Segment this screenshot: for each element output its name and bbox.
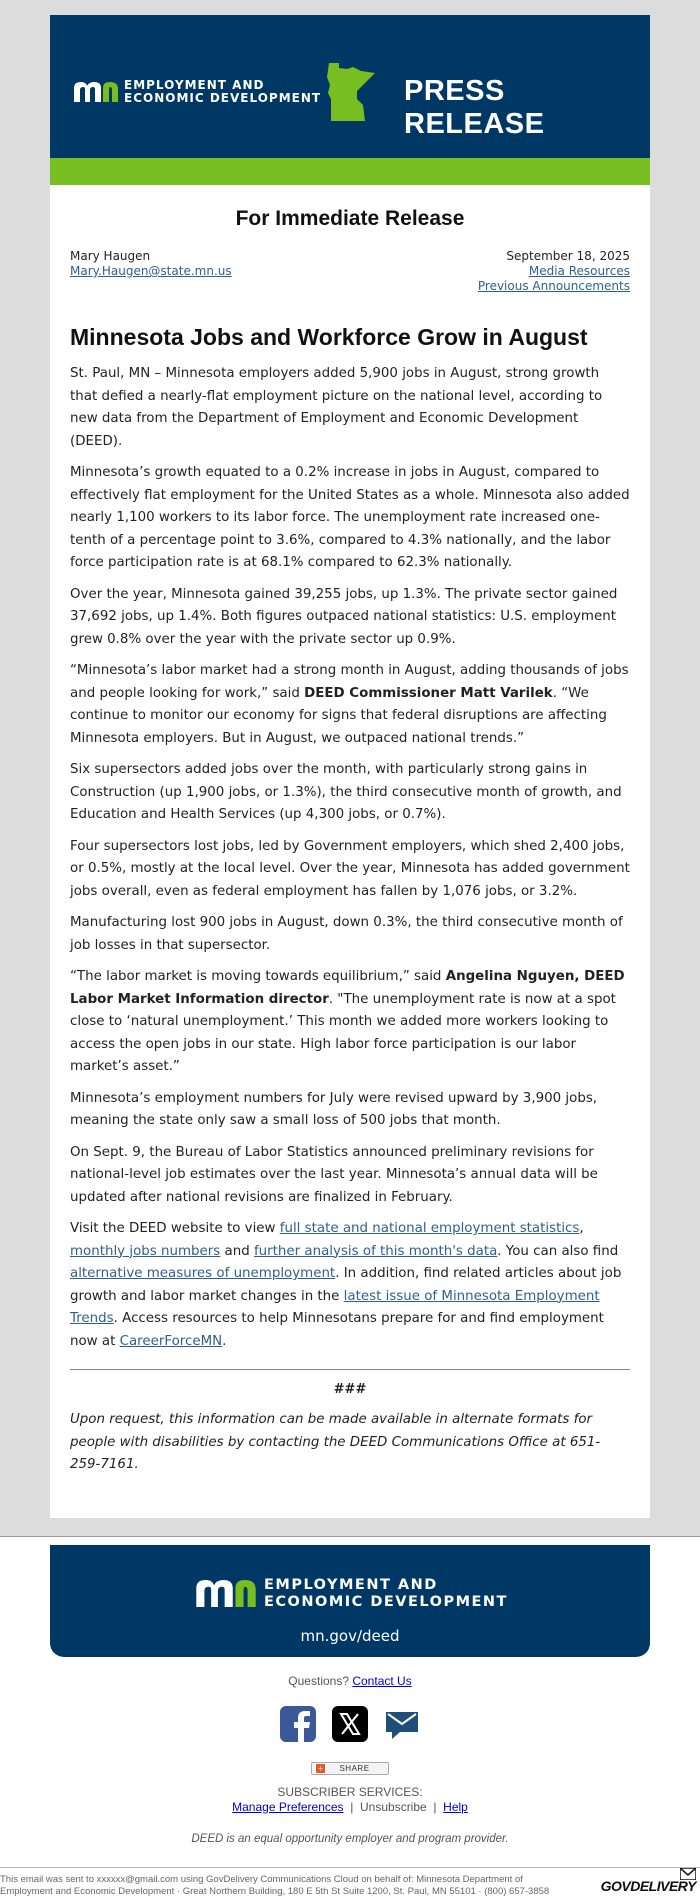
green-accent-bar: [50, 158, 650, 185]
paragraph: St. Paul, MN – Minnesota employers added 5,900 jobs in August, strong growth that defied a nearly-flat employment picture on the national level, according to new data from the Department of Employment and Economic Development (DEED).: [70, 366, 603, 449]
deed-logo: [74, 79, 321, 105]
email-icon[interactable]: [384, 1706, 420, 1742]
plus-icon: +: [318, 1763, 324, 1773]
release-content: [50, 185, 650, 1518]
header-banner: [50, 15, 650, 158]
paragraph: Six supersectors added jobs over the month, with particularly strong gains in Construction (up 1,900 jobs, or 1.3%), the third consecutive month of growth, and Education and Health Services (up 4,300 jobs, or 0.7%).: [70, 762, 622, 822]
media-resources-link[interactable]: Media Resources: [528, 264, 630, 278]
further-analysis-link[interactable]: further analysis of this month's data: [253, 1243, 498, 1259]
manage-preferences-link[interactable]: Manage Preferences: [232, 1799, 344, 1814]
immediate-release-heading: For Immediate Release: [235, 207, 465, 230]
article-title: Minnesota Jobs and Workforce Grow in August: [70, 324, 588, 350]
footer-banner: [50, 1545, 650, 1657]
sent-notice: This email was sent to xxxxxx@gmail.com using GovDelivery Communications Cloud on behalf of: Minnesota Department of Employment and Economic Development · Great Northern Building, 180 E 5th St Suite 1200, St. Paul, MN 55101 · (800) 657-3858: [0, 1873, 550, 1897]
careerforce-link[interactable]: CareerForceMN: [119, 1333, 223, 1349]
footer-url: mn.gov/deed: [300, 1626, 400, 1645]
paragraph: Four supersectors lost jobs, led by Government employers, which shed 2,400 jobs, or 0.5%, mostly at the local level. Over the year, Minnesota has added government jobs overall, even as federal employment has fallen by 1,076 jobs, or 3.2%.: [70, 838, 630, 899]
x-icon[interactable]: [332, 1706, 368, 1742]
press-release-title: PRESS RELEASE: [404, 75, 545, 140]
paragraph: Over the year, Minnesota gained 39,255 jobs, up 1.3%. The private sector gained 37,692 jobs, up 1.4%. Both figures outpaced national statistics: U.S. employment grew 0.8% over the year with the private sector up 0.9%.: [70, 586, 618, 647]
divider: [0, 1536, 700, 1537]
paragraph: Minnesota’s employment numbers for July were revised upward by 3,900 jobs, meaning the state only saw a small loss of 500 jobs that month.: [70, 1090, 598, 1128]
quote-paragraph: “The labor market is moving towards equilibrium,” said Angelina Nguyen, DEED Labor Market Information director. "The unemployment rate is now at a spot close to ‘natural unemployment.’ This month we added more workers looking to access the open jobs in our state. High labor force participation is our labor market’s asset.”: [70, 969, 625, 1074]
end-mark: ###: [333, 1382, 367, 1397]
paragraph: Manufacturing lost 900 jobs in August, down 0.3%, the third consecutive month of job losses in that supersector.: [70, 915, 623, 953]
help-link[interactable]: Help: [443, 1799, 468, 1814]
share-row: [0, 1756, 700, 1775]
divider: [70, 1369, 630, 1370]
contact-email-link[interactable]: Mary.Haugen@state.mn.us: [70, 264, 232, 278]
facebook-icon[interactable]: [280, 1706, 316, 1742]
paragraph: Minnesota’s growth equated to a 0.2% increase in jobs in August, compared to effectively flat employment for the United States as a whole. Minnesota also added nearly 1,100 workers to its labor force. The unemployment rate increased one-tenth of a percentage point to 3.6%, compared to 4.3% nationally, and the labor force participation rate is at 68.1% compared to 62.3% nationally.: [70, 465, 630, 570]
accessibility-note: Upon request, this information can be made available in alternate formats for people with disabilities by contacting the DEED Communications Office at 651-259-7161.: [70, 1412, 601, 1472]
agency-name: EMPLOYMENT AND ECONOMIC DEVELOPMENT: [124, 78, 322, 105]
mn-logo-icon: [196, 1580, 256, 1607]
contact-us-link[interactable]: Contact Us: [352, 1673, 412, 1688]
release-date: September 18, 2025: [506, 249, 630, 263]
social-icons: [0, 1706, 700, 1742]
mn-logo-icon: [74, 82, 118, 102]
contact-name: Mary Haugen: [70, 249, 151, 263]
employment-trends-link[interactable]: latest issue of Minnesota Employment Trends: [70, 1288, 600, 1326]
press-release-card: [50, 15, 650, 1518]
subscriber-services-heading: SUBSCRIBER SERVICES:: [277, 1784, 423, 1799]
previous-announcements-link[interactable]: Previous Announcements: [477, 279, 630, 293]
email-footer: [0, 1868, 700, 1898]
monthly-jobs-link[interactable]: monthly jobs numbers: [70, 1243, 221, 1259]
footer-agency-name: EMPLOYMENT AND ECONOMIC DEVELOPMENT: [264, 1576, 508, 1610]
subscriber-links: Manage Preferences | Unsubscribe | Help: [232, 1799, 468, 1814]
commissioner-name: DEED Commissioner Matt Varilek: [304, 685, 553, 701]
questions-line: Questions? Contact Us: [288, 1673, 412, 1688]
envelope-icon: [680, 1868, 696, 1880]
contact-info: [70, 249, 630, 294]
minnesota-state-icon: [327, 63, 377, 121]
resources-paragraph: Visit the DEED website to view full state and national employment statistics, monthly jobs numbers and further analysis of this month's data. You can also find alternative measures of unemployment. In addition, find related articles about job growth and labor market changes in the latest issue of Minnesota Employment Trends. Access resources to help Minnesotans prepare for and find employment now at CareerForceMN.: [70, 1221, 622, 1349]
share-button[interactable]: + SHARE: [311, 1762, 388, 1775]
eoe-statement: DEED is an equal opportunity employer and program provider.: [191, 1832, 509, 1845]
quote-paragraph: “Minnesota’s labor market had a strong month in August, adding thousands of jobs and people looking for work,” said DEED Commissioner Matt Varilek. “We continue to monitor our economy for signs that federal disruptions are affecting Minnesota employers. But in August, we outpaced national trends.”: [70, 663, 629, 746]
paragraph: On Sept. 9, the Bureau of Labor Statistics announced preliminary revisions for national-level job estimates over the last year. Minnesota’s annual data will be updated after national revisions are finalized in February.: [70, 1144, 598, 1205]
alternative-measures-link[interactable]: alternative measures of unemployment: [70, 1266, 336, 1281]
unsubscribe-link[interactable]: Unsubscribe: [360, 1799, 427, 1814]
govdelivery-logo[interactable]: GOVDELIVERY: [601, 1878, 696, 1894]
employment-statistics-link[interactable]: full state and national employment statistics: [279, 1221, 580, 1236]
footer-logo: [196, 1577, 508, 1611]
director-name: Angelina Nguyen, DEED Labor Market Information director: [70, 969, 625, 1007]
